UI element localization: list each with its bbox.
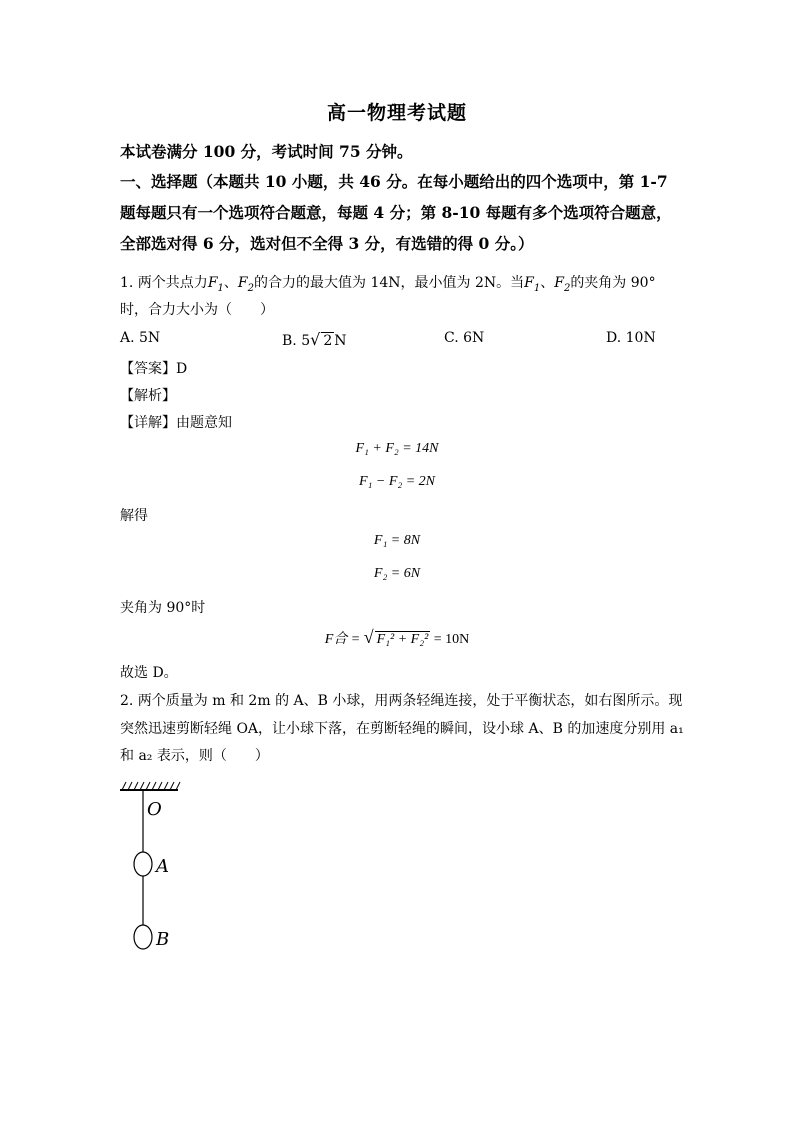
f2-symbol: $F_2$ bbox=[237, 275, 254, 294]
q1-option-c: C. 6N bbox=[444, 330, 485, 346]
section-header-line-3: 全部选对得 6 分，选对但不全得 3 分，有选错的得 0 分。） bbox=[120, 234, 534, 253]
ball-a bbox=[134, 852, 152, 876]
ceiling-hatching bbox=[122, 782, 180, 790]
label-b: B bbox=[156, 929, 170, 950]
eq5-left: F合 = bbox=[324, 632, 361, 647]
f2-symbol: $F_2$ bbox=[554, 275, 571, 294]
q1-answer: 【答案】D bbox=[120, 361, 188, 377]
q1-stem-line-2: 时，合力大小为（ ） bbox=[120, 302, 274, 318]
equation-4: F₂ = 6N bbox=[373, 566, 421, 581]
eq5-radicand: F₁² + F₂² bbox=[376, 632, 429, 647]
hanging-balls-diagram bbox=[112, 780, 202, 960]
q1-analysis-label: 【解析】 bbox=[120, 388, 176, 404]
q1-stem-line-1 bbox=[120, 272, 656, 294]
page-title: 高一物理考试题 bbox=[326, 102, 467, 124]
q2-stem-line-2: 突然迅速剪断轻绳 OA，让小球下落，在剪断轻绳的瞬间，设小球 A、B 的加速度分别用 a₁ bbox=[120, 721, 684, 737]
section-header-line-1: 一、选择题（本题共 10 小题，共 46 分。在每小题给出的四个选项中，第 1-7 bbox=[120, 172, 668, 191]
label-o: O bbox=[147, 799, 162, 820]
equation-3: F₁ = 8N bbox=[373, 533, 421, 548]
ball-b bbox=[134, 925, 152, 949]
q1-option-b: B. 5√ 2 N bbox=[282, 330, 347, 349]
q1-separator: 、 bbox=[540, 275, 555, 291]
f1-symbol: $F_1$ bbox=[207, 275, 224, 294]
q1-separator: 、 bbox=[223, 275, 238, 291]
equation-2: F₁ − F₂ = 2N bbox=[358, 474, 436, 489]
q1-stem-b: 的合力的最大值为 14N，最小值为 2N。当 bbox=[254, 275, 525, 291]
q1-solve-label: 解得 bbox=[120, 508, 148, 524]
q1-option-d: D. 10N bbox=[606, 330, 656, 346]
q1-stem-c: 的夹角为 90° bbox=[570, 275, 656, 291]
equation-1: F₁ + F₂ = 14N bbox=[355, 441, 439, 456]
q1-angle-label: 夹角为 90°时 bbox=[120, 600, 206, 616]
q1-conclusion: 故选 D。 bbox=[120, 665, 178, 681]
q1-option-a: A. 5N bbox=[120, 330, 161, 346]
eq5-right: = 10N bbox=[433, 632, 470, 647]
q2-stem-line-1: 2. 两个质量为 m 和 2m 的 A、B 小球，用两条轻绳连接，处于平衡状态，如右图所示。现 bbox=[120, 693, 683, 709]
equation-5: F合 = √ F₁² + F₂² = 10N bbox=[324, 627, 470, 647]
q2-stem-line-3: 和 a₂ 表示，则（ ） bbox=[120, 748, 269, 764]
exam-intro: 本试卷满分 100 分，考试时间 75 分钟。 bbox=[120, 142, 413, 161]
label-a: A bbox=[156, 856, 169, 877]
f1-symbol: $F_1$ bbox=[524, 275, 541, 294]
q1-detail: 【详解】由题意知 bbox=[120, 415, 232, 431]
q1-stem-a: 1. 两个共点力 bbox=[120, 275, 208, 291]
section-header-line-2: 题每题只有一个选项符合题意，每题 4 分；第 8-10 每题有多个选项符合题意， bbox=[120, 203, 672, 222]
sqrt-radicand: 2 bbox=[323, 333, 333, 349]
